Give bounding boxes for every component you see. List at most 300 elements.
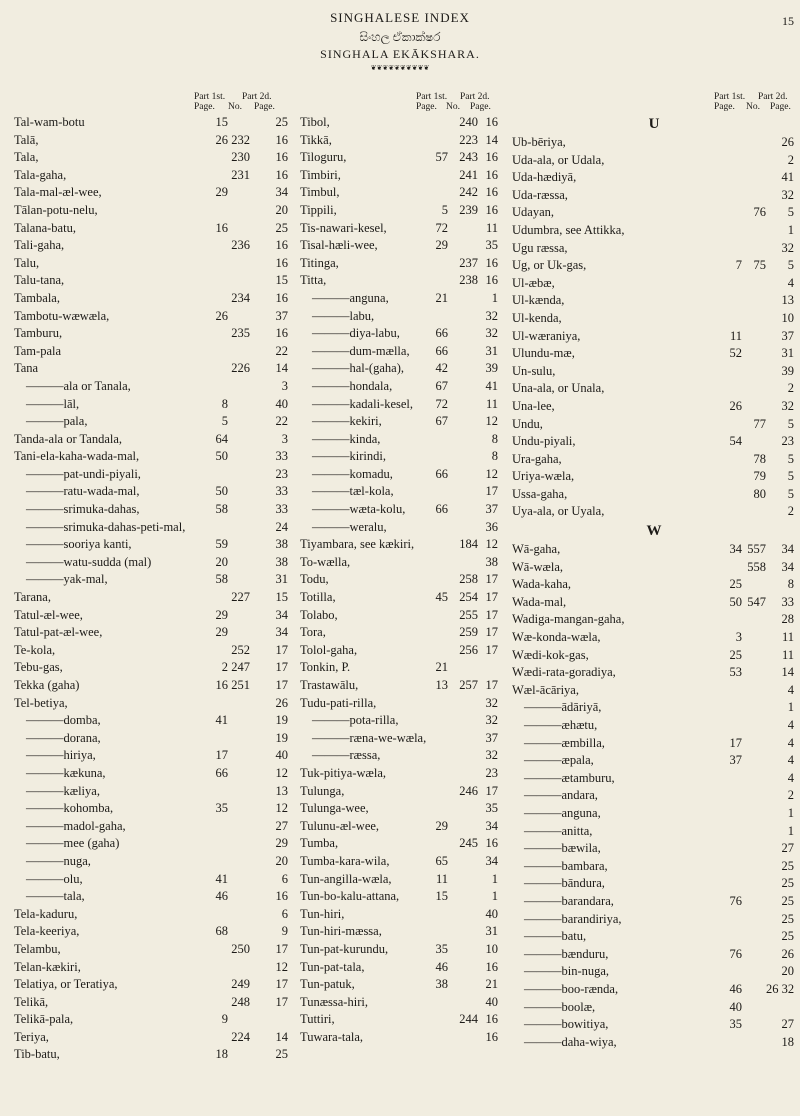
part2-number: 224 — [231, 1029, 250, 1044]
part2-page: 34 — [485, 818, 498, 833]
index-entry — [512, 398, 796, 416]
part1-page: 66 — [435, 466, 448, 481]
part1-page: 57 — [435, 150, 448, 165]
entry-name: Tun-hiri, — [300, 906, 345, 921]
part1-page: 35 — [729, 1017, 742, 1032]
entry-name: ———wæta-kolu, — [312, 502, 406, 517]
part2-page: 2 — [787, 788, 794, 803]
entry-name: ———kekiri, — [312, 414, 382, 429]
part1-page: 76 — [729, 893, 742, 908]
part2-number: 240 — [459, 115, 478, 129]
index-entry — [14, 501, 294, 519]
part2-page: 17 — [275, 977, 288, 992]
index-entry — [14, 677, 294, 695]
index-entry — [300, 378, 500, 396]
part2-page: 17 — [485, 484, 498, 499]
part2-page: 1 — [787, 823, 794, 838]
entry-name: ———dum-mælla, — [312, 343, 410, 358]
part1-page: 66 — [435, 502, 448, 517]
part2-page: 25 — [781, 876, 794, 891]
part2-page: 17 — [485, 678, 498, 692]
index-entry — [300, 536, 500, 554]
index-subtitle: SINGHALA EKĀKSHARA. — [320, 47, 480, 61]
index-entry — [14, 396, 294, 414]
part2-page: 32 — [485, 748, 498, 763]
entry-name: Tun-pat-tala, — [300, 959, 365, 974]
part2-page: 1 — [787, 222, 794, 237]
part2-page: 5 — [787, 451, 794, 466]
part1-page: 72 — [435, 220, 448, 235]
entry-name: Tippili, — [300, 202, 337, 217]
part1-page: 53 — [729, 665, 742, 680]
part2-page: 17 — [275, 642, 288, 657]
part2-page: 17 — [485, 625, 498, 640]
entry-name: ———ādāriyā, — [524, 700, 602, 715]
part2-header: Part 2d. — [460, 92, 490, 102]
entry-name: Tatul-æl-wee, — [14, 607, 83, 622]
part2-page: 17 — [485, 642, 498, 657]
entry-name: Timbiri, — [300, 167, 341, 182]
index-entry — [14, 343, 294, 361]
index-entry — [14, 906, 294, 924]
part2-page: 23 — [781, 434, 794, 449]
index-entry — [512, 594, 796, 612]
entry-name: Tambala, — [14, 290, 60, 305]
part2-number: 250 — [231, 941, 250, 956]
entry-name: ———ratu-wada-mal, — [26, 484, 140, 499]
part2-page: 14 — [275, 1029, 288, 1044]
entry-name: Wā-wæla, — [512, 559, 564, 574]
part1-page: 50 — [215, 449, 228, 464]
index-entry — [14, 1029, 294, 1047]
entry-name: Talu-tana, — [14, 273, 65, 288]
part2-page: 31 — [781, 346, 794, 361]
part2-page: 28 — [781, 612, 794, 627]
part1-page: 29 — [215, 607, 228, 622]
part2-page: 38 — [275, 537, 288, 552]
entry-name: ———sooriya kanti, — [26, 537, 132, 552]
index-entry — [14, 607, 294, 625]
entry-name: Tela-kaduru, — [14, 906, 78, 921]
entry-name: Timbul, — [300, 185, 340, 200]
part2-page: 27 — [781, 841, 794, 856]
entry-name: Udayan, — [512, 205, 554, 220]
part2-number: 246 — [459, 783, 478, 798]
part2-page: 27 — [275, 818, 288, 833]
part2-number: 251 — [231, 678, 250, 692]
index-entry — [14, 483, 294, 501]
part2-header: Part 2d. — [242, 92, 272, 102]
index-entry — [14, 272, 294, 290]
index-entry — [14, 976, 294, 994]
part2-page: 5 — [787, 469, 794, 484]
part2-page: 22 — [275, 414, 288, 429]
index-entry — [300, 923, 500, 941]
part1-page: 45 — [435, 590, 448, 605]
part1-page: 34 — [729, 542, 742, 557]
index-entry — [14, 519, 294, 537]
index-entry — [300, 642, 500, 660]
entry-name: Tamburu, — [14, 326, 63, 341]
part2-number: 227 — [231, 590, 250, 605]
index-entry — [300, 343, 500, 361]
part2-page: 16 — [485, 202, 498, 217]
index-entry — [14, 871, 294, 889]
part2-page: 16 — [275, 889, 288, 904]
index-entry — [300, 783, 500, 801]
index-entry — [512, 664, 796, 682]
part2-number: 77 — [753, 416, 766, 431]
index-entry — [300, 501, 500, 519]
index-entry — [512, 611, 796, 629]
part2-page: 25 — [781, 858, 794, 873]
part2-page: 33 — [781, 594, 794, 609]
index-entry — [512, 858, 796, 876]
entry-name: Ul-kænda, — [512, 293, 565, 308]
part1-page: 17 — [729, 735, 742, 750]
part1-page: 5 — [441, 202, 448, 217]
part2-page: 38 — [275, 554, 288, 569]
index-entry — [512, 840, 796, 858]
index-entry — [300, 712, 500, 730]
entry-name: Tarana, — [14, 590, 51, 605]
part2-number: 79 — [753, 469, 766, 484]
index-entry — [512, 963, 796, 981]
entry-name: Tun-bo-kalu-attana, — [300, 889, 400, 904]
part1-page: 66 — [215, 765, 228, 780]
section-letter: W — [646, 523, 662, 540]
part2-page: 21 — [485, 977, 498, 992]
entry-name: Talu, — [14, 255, 40, 270]
entry-name: Tanda-ala or Tandala, — [14, 431, 123, 446]
index-entry — [300, 695, 500, 713]
index-entry — [300, 730, 500, 748]
part2-page: 33 — [275, 449, 288, 464]
part1-page: 11 — [435, 871, 448, 886]
index-entry — [512, 380, 796, 398]
entry-name: ———anitta, — [524, 823, 593, 838]
index-entry — [512, 875, 796, 893]
entry-name: ———pat-undi-piyali, — [26, 466, 141, 481]
index-entry — [512, 134, 796, 152]
part2-page: 4 — [787, 275, 794, 290]
index-entry — [512, 770, 796, 788]
part2-page: 8 — [491, 431, 498, 446]
index-entry — [300, 765, 500, 783]
index-entry — [512, 981, 796, 999]
index-entry — [14, 431, 294, 449]
entry-name: Talana-batu, — [14, 220, 76, 235]
index-entry — [14, 659, 294, 677]
part2-page: 12 — [485, 466, 498, 481]
section-letter: U — [648, 116, 660, 132]
index-entry — [14, 413, 294, 431]
part2-page: 34 — [275, 625, 288, 640]
part2-number: 258 — [459, 572, 478, 587]
index-entry — [300, 835, 500, 853]
part2-page: 16 — [275, 255, 288, 270]
entry-name: Ura-gaha, — [512, 451, 562, 466]
part1-page: 58 — [215, 502, 228, 517]
page-header — [0, 10, 800, 72]
part2-page: 12 — [275, 765, 288, 780]
entry-name: Wæl-ācāriya, — [512, 682, 579, 697]
index-entry — [14, 132, 294, 150]
entry-name: ———ræssa, — [312, 748, 381, 763]
index-entry — [300, 483, 500, 501]
entry-name: ———dorana, — [26, 730, 101, 745]
entries-list — [14, 114, 294, 1064]
entry-name: Wædi-kok-gas, — [512, 647, 589, 662]
index-entry — [300, 431, 500, 449]
index-entry — [14, 959, 294, 977]
part2-page: 34 — [781, 542, 794, 557]
part1-page: 3 — [735, 630, 742, 645]
part1-page: 21 — [435, 290, 448, 305]
part2-number: 78 — [753, 451, 766, 466]
index-entry — [14, 783, 294, 801]
entry-name: Titta, — [300, 273, 327, 288]
part2-page: 13 — [781, 293, 794, 308]
part1-page: 59 — [215, 537, 228, 552]
index-entry — [512, 451, 796, 469]
index-entry — [300, 800, 500, 818]
index-entry — [512, 787, 796, 805]
entry-name: Trastawālu, — [300, 678, 359, 692]
index-entry — [300, 184, 500, 202]
part1-page: 15 — [215, 115, 228, 129]
entry-name: ———nuga, — [26, 853, 91, 868]
part2-page: 33 — [275, 502, 288, 517]
index-entry — [300, 571, 500, 589]
part1-page: 11 — [729, 328, 742, 343]
entry-name: ———labu, — [312, 308, 375, 323]
page-number: 15 — [782, 14, 794, 28]
part1-page: 68 — [215, 924, 228, 939]
part2-page: 4 — [787, 735, 794, 750]
entry-name: ———weralu, — [312, 519, 387, 534]
part2-number: 238 — [459, 273, 478, 288]
entry-name: Uda-ræssa, — [512, 187, 568, 202]
index-entry — [300, 308, 500, 326]
page-header-label: Page. — [416, 102, 437, 112]
part2-page: 34 — [781, 559, 794, 574]
part2-page: 4 — [787, 682, 794, 697]
entry-name: ———kirindi, — [312, 449, 386, 464]
index-entry — [300, 114, 500, 132]
entry-name: ———ætamburu, — [524, 770, 615, 785]
column-header — [14, 92, 294, 114]
part2-page: 16 — [485, 115, 498, 129]
part2-page: 27 — [781, 1017, 794, 1032]
entry-name: Tuwara-tala, — [300, 1029, 364, 1044]
index-entry — [14, 325, 294, 343]
part2-page: 34 — [485, 853, 498, 868]
part1-page: 46 — [435, 959, 448, 974]
no-header-label: No. — [228, 102, 242, 112]
part1-page: 72 — [435, 396, 448, 411]
part2-number: 234 — [231, 290, 250, 305]
index-entry — [512, 805, 796, 823]
part2-page: 2 — [787, 381, 794, 396]
entry-name: Tiloguru, — [300, 150, 347, 165]
entry-name: ———kadali-kesel, — [312, 396, 414, 411]
index-entry — [300, 624, 500, 642]
part2-number: 558 — [747, 559, 766, 574]
part1-page: 50 — [729, 594, 742, 609]
part1-page: 29 — [435, 818, 448, 833]
part2-page: 16 — [485, 1029, 498, 1044]
index-entry — [512, 433, 796, 451]
index-entry — [512, 682, 796, 700]
index-entry — [512, 541, 796, 559]
index-entry — [300, 959, 500, 977]
part2-number: 226 — [231, 361, 250, 376]
column-header — [300, 92, 500, 114]
part2-page: 17 — [485, 783, 498, 798]
index-column-3 — [512, 92, 796, 1051]
part2-page: 32 — [781, 398, 794, 413]
part2-page: 32 — [781, 187, 794, 202]
index-entry — [14, 149, 294, 167]
entry-name: Ul-kenda, — [512, 310, 562, 325]
index-entry — [512, 699, 796, 717]
entry-name: Tolabo, — [300, 607, 338, 622]
index-entry — [14, 853, 294, 871]
index-entry — [512, 928, 796, 946]
index-entry — [14, 536, 294, 554]
part1-page: 66 — [435, 326, 448, 341]
part2-page: 16 — [485, 185, 498, 200]
index-entry — [14, 360, 294, 378]
part2-number: 249 — [231, 977, 250, 992]
entry-name: Tulunga, — [300, 783, 345, 798]
index-entry — [14, 818, 294, 836]
part1-page: 38 — [435, 977, 448, 992]
part2-page: 16 — [275, 290, 288, 305]
part2-page: 40 — [485, 906, 498, 921]
entry-name: Titinga, — [300, 255, 339, 270]
index-entry — [14, 1046, 294, 1064]
index-entry — [512, 169, 796, 187]
index-entry — [512, 629, 796, 647]
entry-name: Ul-wæraniya, — [512, 328, 581, 343]
part2-page: 1 — [491, 871, 498, 886]
index-entry — [14, 800, 294, 818]
index-entry — [14, 237, 294, 255]
entry-name: ———olu, — [26, 871, 83, 886]
entry-name: ———hiriya, — [26, 748, 96, 763]
index-entry — [300, 132, 500, 150]
part2-number: 232 — [231, 132, 250, 147]
part2-page: 18 — [781, 1034, 794, 1049]
index-entry — [300, 360, 500, 378]
part2-page: 6 — [281, 906, 288, 921]
part1-page: 20 — [215, 554, 228, 569]
part2-page: 17 — [485, 607, 498, 622]
index-entry — [300, 1029, 500, 1047]
entry-name: Tun-pat-kurundu, — [300, 941, 389, 956]
index-entry — [14, 695, 294, 713]
part2-page: 10 — [781, 310, 794, 325]
entry-name: ———daha-wiya, — [524, 1034, 617, 1049]
part2-page: 5 — [787, 205, 794, 220]
entry-name: Tana — [14, 361, 39, 376]
entry-name: ———æmbilla, — [524, 735, 605, 750]
part2-page: 14 — [781, 665, 794, 680]
part2-page: 4 — [787, 718, 794, 732]
part2-page: 12 — [485, 537, 498, 552]
no-header-label: No. — [446, 102, 460, 112]
index-entry — [14, 730, 294, 748]
index-entry — [512, 946, 796, 964]
entry-name: Tuk-pitiya-wæla, — [300, 765, 386, 780]
part2-page: 34 — [275, 607, 288, 622]
part2-page: 35 — [485, 238, 498, 253]
part2-page: 22 — [275, 343, 288, 358]
part1-page: 41 — [215, 871, 228, 886]
index-entry — [14, 554, 294, 572]
index-entry — [300, 448, 500, 466]
entry-name: Tudu-pati-rilla, — [300, 695, 377, 710]
index-entry — [14, 747, 294, 765]
part2-page: 16 — [275, 326, 288, 341]
entry-name: ———srimuka-dahas, — [26, 502, 140, 517]
entry-name: Ub-bēriya, — [512, 135, 566, 149]
part1-page: 54 — [729, 434, 742, 449]
part2-page: 4 — [787, 753, 794, 768]
part2-page: 16 — [485, 836, 498, 851]
entry-name: Tala-mal-æl-wee, — [14, 185, 102, 200]
entry-name: ———madol-gaha, — [26, 818, 126, 833]
index-entry — [14, 994, 294, 1012]
part2-page: 40 — [485, 994, 498, 1009]
index-entry — [512, 416, 796, 434]
part2-page: 26 — [275, 695, 288, 710]
part2-header: Part 2d. — [758, 92, 788, 102]
part2-page: 5 — [787, 486, 794, 501]
index-entry — [300, 747, 500, 765]
index-entry — [14, 624, 294, 642]
part1-page: 46 — [729, 981, 742, 996]
part1-page: 25 — [729, 577, 742, 592]
part2-page: 11 — [781, 630, 794, 645]
entry-name: Wada-mal, — [512, 594, 567, 609]
index-entry — [512, 310, 796, 328]
entry-name: Tiyambara, see kækiri, — [300, 537, 415, 552]
index-entry — [14, 941, 294, 959]
part2-number: 235 — [231, 326, 250, 341]
part2-number: 256 — [459, 642, 478, 657]
part2-page: 24 — [275, 519, 288, 534]
part2-page: 2 — [787, 152, 794, 167]
part1-page: 58 — [215, 572, 228, 587]
entry-name: Udumbra, see Attikka, — [512, 222, 625, 237]
part2-page: 14 — [485, 132, 498, 147]
part2-page: 39 — [485, 361, 498, 376]
part2-page: 20 — [781, 964, 794, 979]
part2-page: 11 — [485, 396, 498, 411]
part2-page: 32 — [485, 308, 498, 323]
entry-name: Telikā-pala, — [14, 1012, 74, 1027]
part1-page: 29 — [435, 238, 448, 253]
entry-name: Uda-ala, or Udala, — [512, 152, 605, 167]
entry-name: ———hondala, — [312, 378, 393, 393]
part2-page: 1 — [491, 889, 498, 904]
page-header-label: Page. — [714, 102, 735, 112]
entry-name: ———bæwila, — [524, 841, 601, 856]
part2-page: 40 — [275, 396, 288, 411]
